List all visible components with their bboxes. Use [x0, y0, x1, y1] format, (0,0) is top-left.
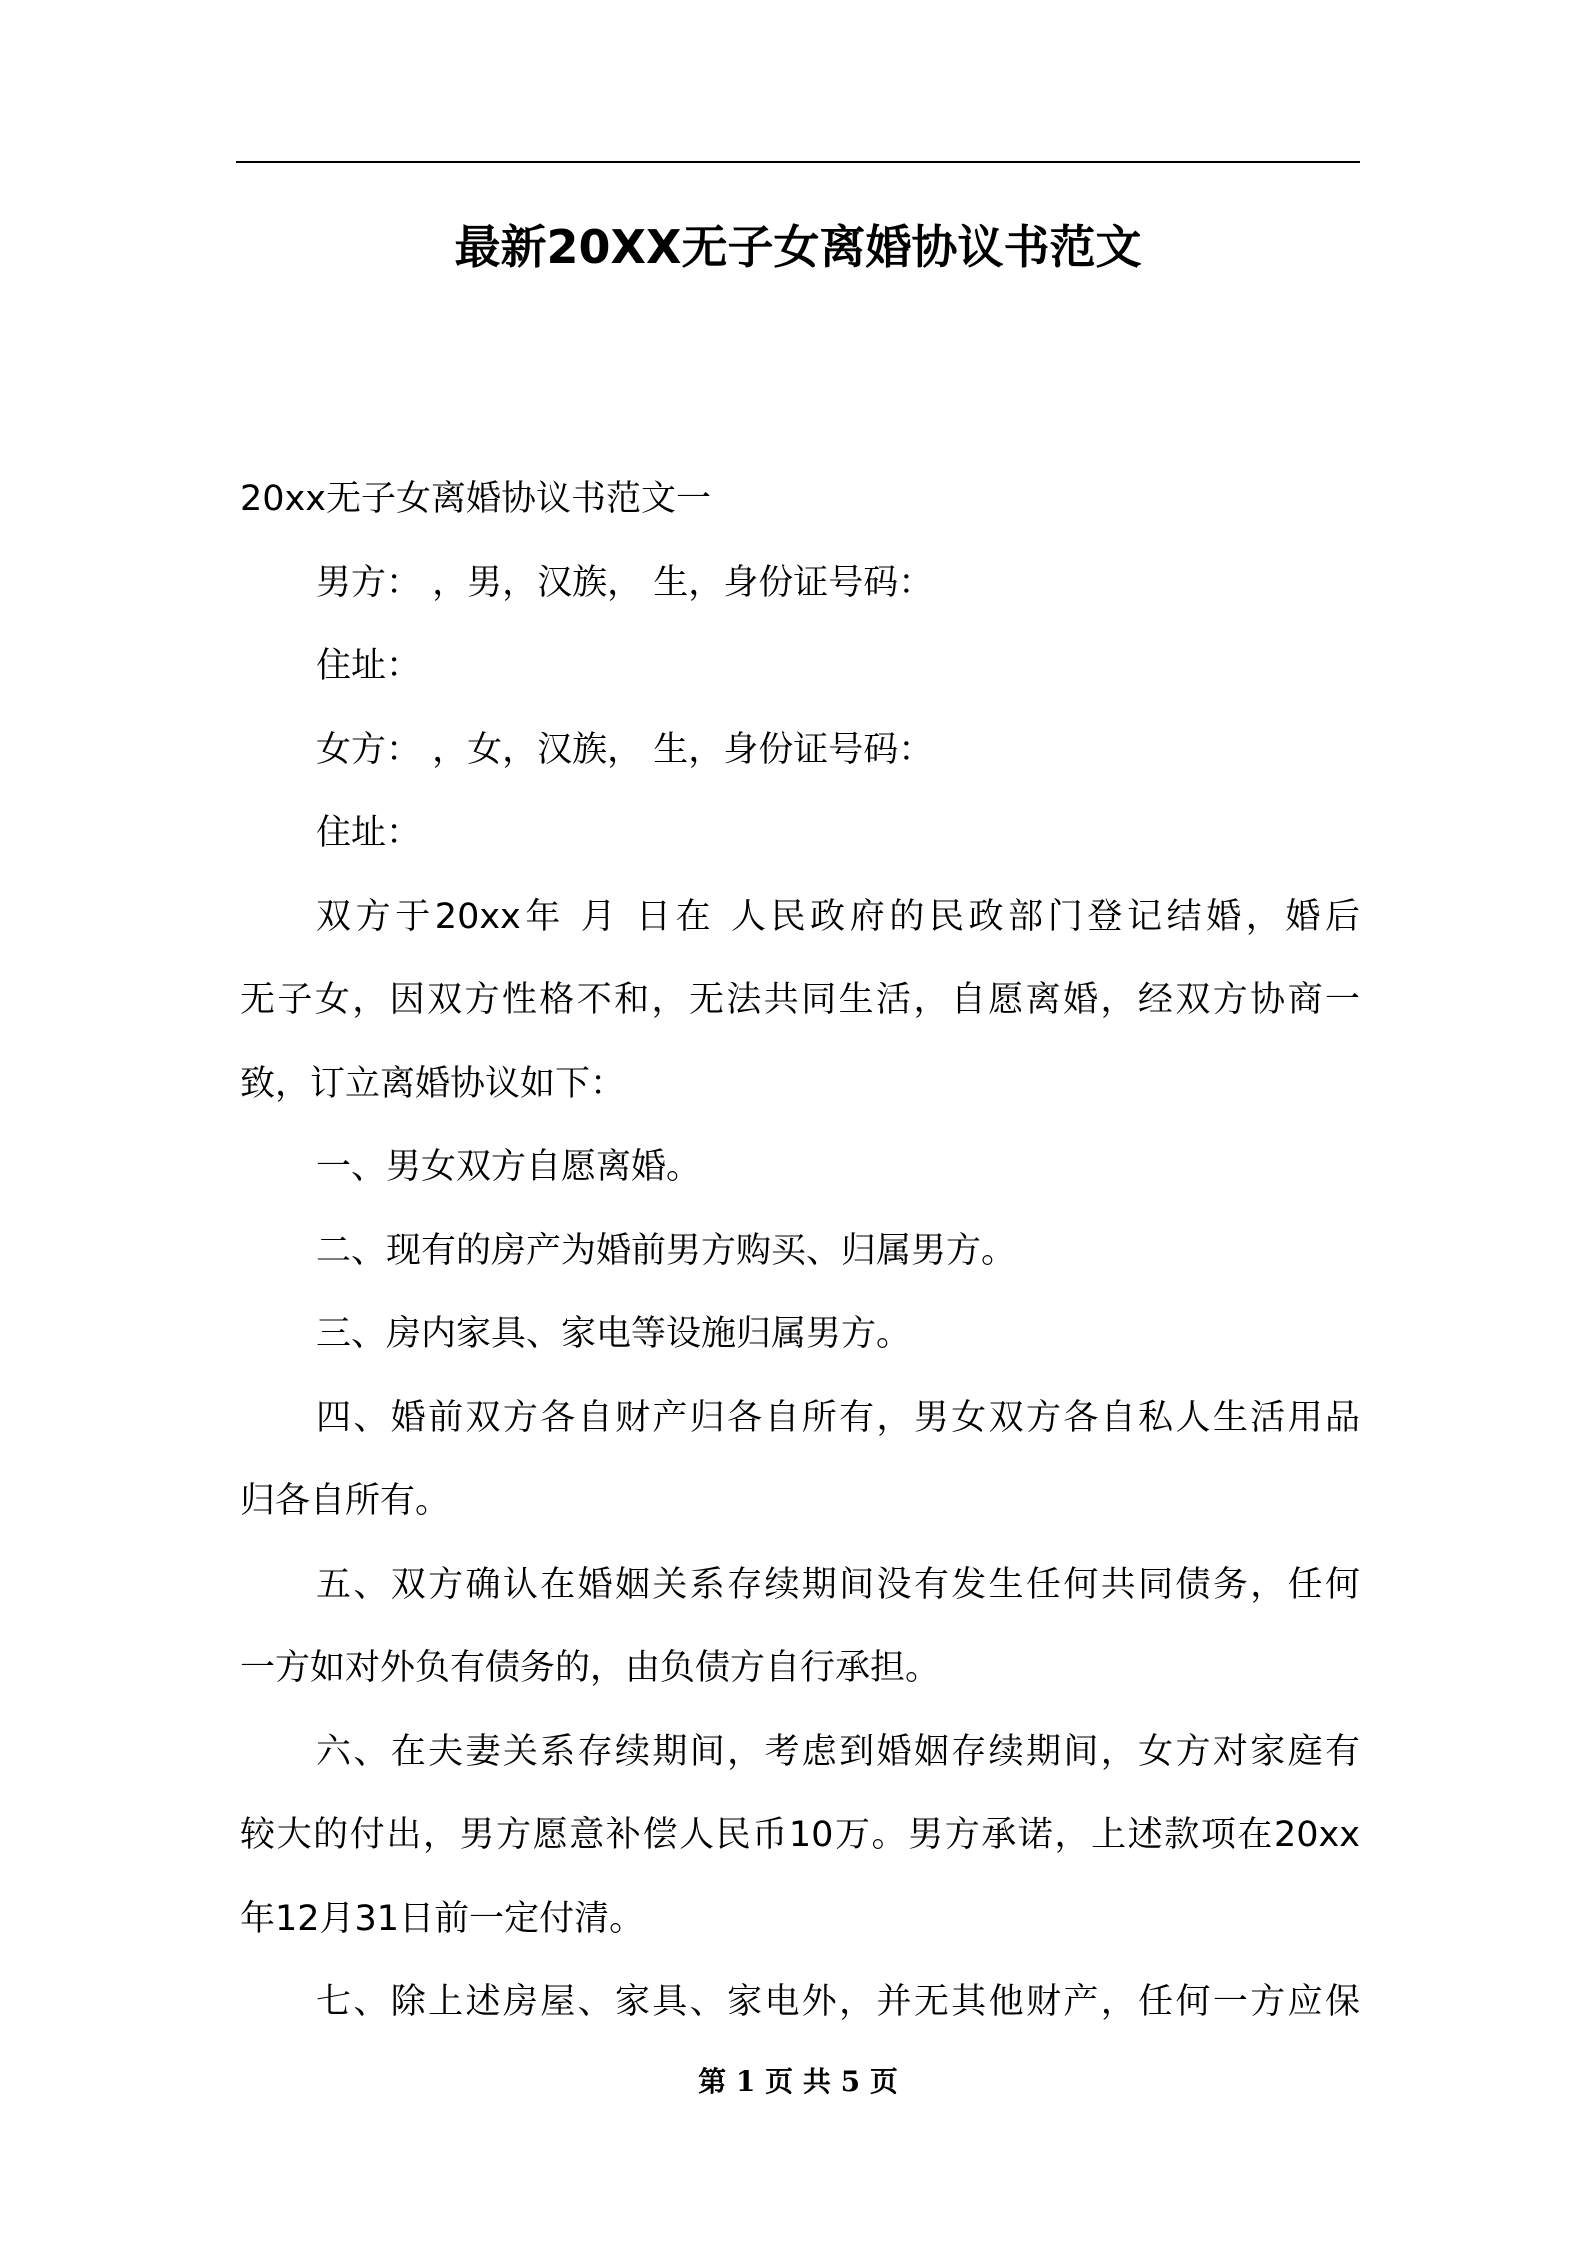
- clause-3: 三、房内家具、家电等设施归属男方。: [316, 1314, 912, 1354]
- clause-2: 二、现有的房产为婚前男方购买、归属男方。: [316, 1230, 1017, 1271]
- paragraph-line: 致，订立离婚协议如下：: [240, 1063, 626, 1104]
- clause-6: 六、在夫妻关系存续期间，考虑到婚姻存续期间，女方对家庭有: [316, 1731, 1360, 1772]
- paragraph-line: 无子女，因双方性格不和，无法共同生活，自愿离婚，经双方协商一: [240, 980, 1360, 1020]
- clause-4: 四、婚前双方各自财产归各自所有，男女双方各自私人生活用品: [316, 1397, 1360, 1438]
- female-party-line: 女方： ，女，汉族， 生，身份证号码：: [316, 729, 934, 770]
- clause-4-continued: 归各自所有。: [240, 1481, 451, 1521]
- header-rule: [236, 161, 1360, 163]
- page-footer: 第 1 页 共 5 页: [698, 2065, 898, 2098]
- female-address-line: 住址：: [316, 813, 422, 853]
- clause-5-continued: 一方如对外负有债务的，由负债方自行承担。: [240, 1648, 941, 1688]
- paragraph-line: 双方于20xx年 月 日在 人民政府的民政部门登记结婚，婚后: [316, 896, 1360, 937]
- clause-5: 五、双方确认在婚姻关系存续期间没有发生任何共同债务，任何: [316, 1564, 1360, 1605]
- clause-1: 一、男女双方自愿离婚。: [316, 1147, 702, 1187]
- section-heading: 20xx无子女离婚协议书范文一: [240, 479, 711, 519]
- document-title: 最新20XX无子女离婚协议书范文: [454, 220, 1142, 274]
- clause-6-continued: 年12月31日前一定付清。: [240, 1898, 645, 1939]
- male-address-line: 住址：: [316, 646, 422, 686]
- clause-7: 七、除上述房屋、家具、家电外，并无其他财产，任何一方应保: [316, 1982, 1360, 2022]
- document-body: [240, 458, 1360, 2045]
- male-party-line: 男方： ，男，汉族， 生，身份证号码：: [316, 562, 934, 603]
- clause-6-continued: 较大的付出，男方愿意补偿人民币10万。男方承诺，上述款项在20xx: [240, 1815, 1360, 1855]
